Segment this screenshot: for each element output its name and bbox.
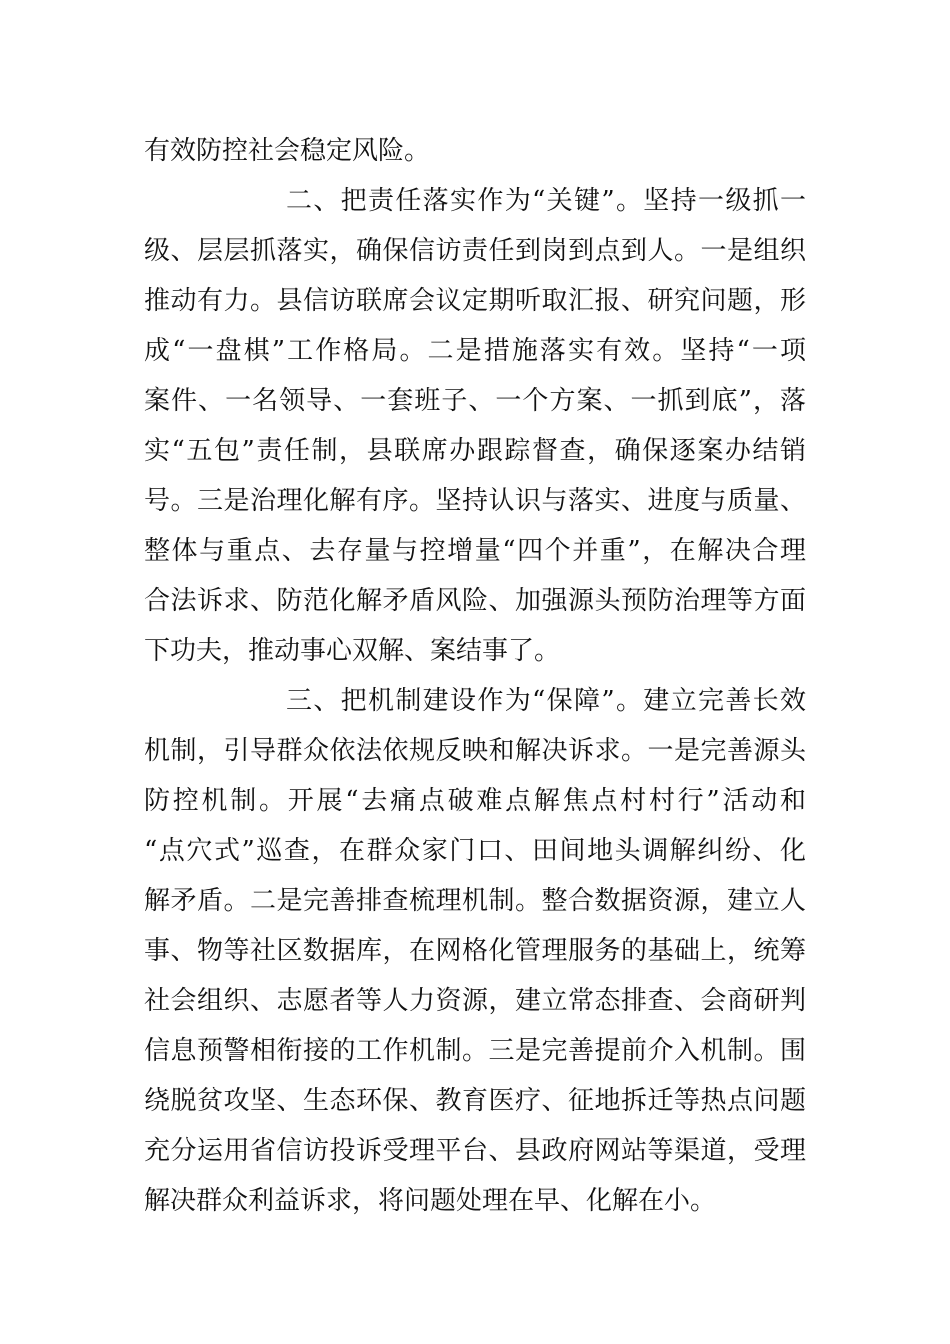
text-line: 信息预警相衔接的工作机制。三是完善提前介入机制。围 bbox=[144, 1036, 806, 1066]
text-line: 下功夫，推动事心双解、案结事了。 bbox=[144, 636, 561, 666]
paragraph-mechanism bbox=[144, 676, 806, 1226]
text-line: 推动有力。县信访联席会议定期听取汇报、研究问题，形 bbox=[144, 286, 806, 316]
paragraph-responsibility bbox=[144, 176, 806, 676]
text-line: 号。三是治理化解有序。坚持认识与落实、进度与质量、 bbox=[144, 486, 806, 516]
document-body bbox=[144, 126, 806, 1226]
text-line: 三、把机制建设作为“保障”。建立完善长效 bbox=[286, 686, 806, 716]
text-line: 实“五包”责任制，县联席办跟踪督查，确保逐案办结销 bbox=[144, 436, 806, 466]
text-line: 解矛盾。二是完善排查梳理机制。整合数据资源，建立人 bbox=[144, 886, 806, 916]
text-line: 级、层层抓落实，确保信访责任到岗到点到人。一是组织 bbox=[144, 236, 806, 266]
text-line: 成“一盘棋”工作格局。二是措施落实有效。坚持“一项 bbox=[144, 336, 806, 366]
text-line: 机制，引导群众依法依规反映和解决诉求。一是完善源头 bbox=[144, 736, 806, 766]
text-line: 有效防控社会稳定风险。 bbox=[144, 136, 431, 166]
text-line: 事、物等社区数据库，在网格化管理服务的基础上，统筹 bbox=[144, 936, 806, 966]
text-line: 防控机制。开展“去痛点破难点解焦点村村行”活动和 bbox=[144, 786, 806, 816]
paragraph-continuation bbox=[144, 126, 806, 176]
text-line: 解决群众利益诉求，将问题处理在早、化解在小。 bbox=[144, 1186, 717, 1216]
text-line: “点穴式”巡查，在群众家门口、田间地头调解纠纷、化 bbox=[144, 836, 806, 866]
text-line: 绕脱贫攻坚、生态环保、教育医疗、征地拆迁等热点问题 bbox=[144, 1086, 806, 1116]
text-line: 充分运用省信访投诉受理平台、县政府网站等渠道，受理 bbox=[144, 1136, 806, 1166]
text-line: 合法诉求、防范化解矛盾风险、加强源头预防治理等方面 bbox=[144, 586, 806, 616]
text-line: 整体与重点、去存量与控增量“四个并重”，在解决合理 bbox=[144, 536, 806, 566]
text-line: 社会组织、志愿者等人力资源，建立常态排查、会商研判 bbox=[144, 986, 806, 1016]
text-line: 二、把责任落实作为“关键”。坚持一级抓一 bbox=[286, 186, 806, 216]
text-line: 案件、一名领导、一套班子、一个方案、一抓到底”，落 bbox=[144, 386, 806, 416]
